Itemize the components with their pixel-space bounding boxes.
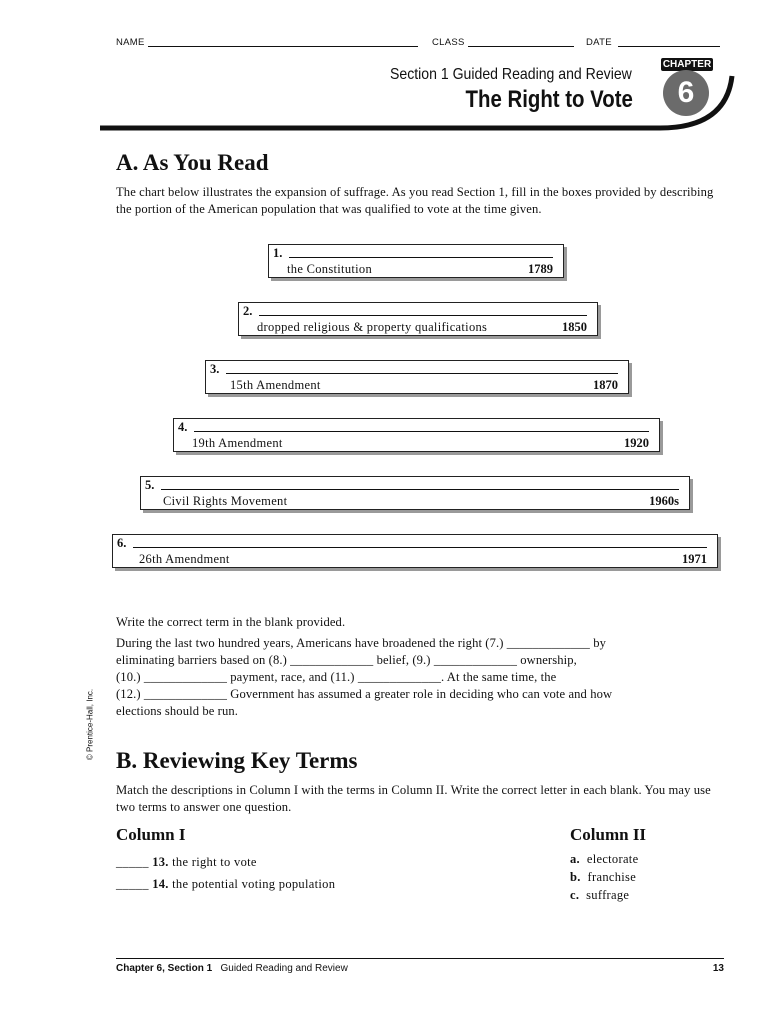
box-blank-line[interactable]: [226, 373, 618, 374]
box-year: 1789: [528, 262, 553, 276]
box-label: the Constitution: [287, 262, 373, 276]
paragraph-line: During the last two hundred years, Americans have broadened the right (7.) _____________ by: [116, 636, 606, 650]
term-option-b: [570, 870, 636, 885]
column-2-heading: Column II: [570, 825, 647, 844]
box-label: dropped religious & property qualifications: [257, 320, 488, 334]
answer-blank[interactable]: _____: [116, 855, 149, 869]
footer-rule: [116, 958, 724, 959]
box-label: Civil Rights Movement: [163, 494, 288, 508]
box-number: 4.: [178, 420, 188, 434]
chapter-number-badge: 6: [663, 70, 709, 116]
box-year: 1850: [562, 320, 587, 334]
box-year: 1960s: [649, 494, 679, 508]
answer-blank[interactable]: _____: [116, 877, 149, 891]
term-option-a: [570, 852, 638, 867]
box-blank-line[interactable]: [259, 315, 587, 316]
question-number: 14.: [152, 877, 169, 891]
option-letter: a.: [570, 852, 580, 866]
section-label: Section 1 Guided Reading and Review: [390, 66, 632, 83]
fill-in-paragraph: [116, 635, 723, 720]
box-number: 2.: [243, 304, 253, 318]
suffrage-box-4[interactable]: [173, 418, 660, 452]
suffrage-box-3[interactable]: [205, 360, 629, 394]
copyright-note: © Prentice-Hall, Inc.: [85, 688, 95, 761]
date-line[interactable]: [618, 46, 720, 47]
suffrage-box-5[interactable]: [140, 476, 690, 510]
box-year: 1971: [682, 552, 707, 566]
box-number: 6.: [117, 536, 127, 550]
box-blank-line[interactable]: [194, 431, 649, 432]
section-a-heading: A. As You Read: [116, 150, 269, 175]
section-b-intro: Match the descriptions in Column I with the terms in Column II. Write the correct letter in each blank. You may use two terms to answer one question.: [116, 783, 711, 814]
chapter-tab: CHAPTER: [662, 59, 712, 70]
box-blank-line[interactable]: [161, 489, 679, 490]
question-text: the potential voting population: [172, 877, 336, 891]
suffrage-box-2[interactable]: [238, 302, 598, 336]
paragraph-line: elections should be run.: [116, 704, 239, 718]
paragraph-line: (12.) _____________ Government has assumed a greater role in deciding who can vote and how: [116, 687, 613, 701]
box-blank-line[interactable]: [289, 257, 553, 258]
footer-subtitle: Guided Reading and Review: [220, 963, 348, 974]
option-text: suffrage: [586, 888, 630, 902]
name-line[interactable]: [148, 46, 418, 47]
page-title: The Right to Vote: [465, 86, 633, 113]
box-label: 19th Amendment: [192, 436, 283, 450]
footer-chapter-section: Chapter 6, Section 1: [116, 963, 213, 974]
question-number: 13.: [152, 855, 169, 869]
box-blank-line[interactable]: [133, 547, 707, 548]
page-number: 13: [712, 963, 724, 974]
date-label: DATE: [586, 37, 612, 48]
box-year: 1920: [624, 436, 649, 450]
box-number: 3.: [210, 362, 220, 376]
box-label: 15th Amendment: [230, 378, 321, 392]
option-text: franchise: [587, 870, 637, 884]
box-number: 1.: [273, 246, 283, 260]
question-text: the right to vote: [172, 855, 257, 869]
suffrage-box-6[interactable]: [112, 534, 718, 568]
option-letter: b.: [570, 870, 581, 884]
box-year: 1870: [593, 378, 618, 392]
suffrage-box-1[interactable]: [268, 244, 564, 278]
section-a-intro: The chart below illustrates the expansion of suffrage. As you read Section 1, fill in the boxes provided by describing the portion of the American population that was qualified to vote at the time given.: [116, 185, 714, 216]
header-curve-rule: [100, 50, 740, 136]
option-text: electorate: [586, 852, 639, 866]
section-b-heading: B. Reviewing Key Terms: [116, 748, 358, 773]
paragraph-line: eliminating barriers based on (8.) _____________ belief, (9.) _____________ ownership,: [116, 653, 577, 667]
box-label: 26th Amendment: [139, 552, 230, 566]
class-label: CLASS: [432, 37, 465, 48]
column-1-heading: Column I: [116, 825, 186, 844]
name-label: NAME: [116, 37, 145, 48]
term-question-14: [116, 877, 335, 892]
footer-label: [116, 963, 348, 974]
option-letter: c.: [570, 888, 580, 902]
paragraph-line: (10.) _____________ payment, race, and (11.) _____________. At the same time, the: [116, 670, 557, 684]
class-line[interactable]: [468, 46, 574, 47]
term-question-13: [116, 855, 257, 870]
box-number: 5.: [145, 478, 155, 492]
term-option-c: [570, 888, 629, 903]
fill-in-instruction: Write the correct term in the blank provided.: [116, 615, 346, 629]
